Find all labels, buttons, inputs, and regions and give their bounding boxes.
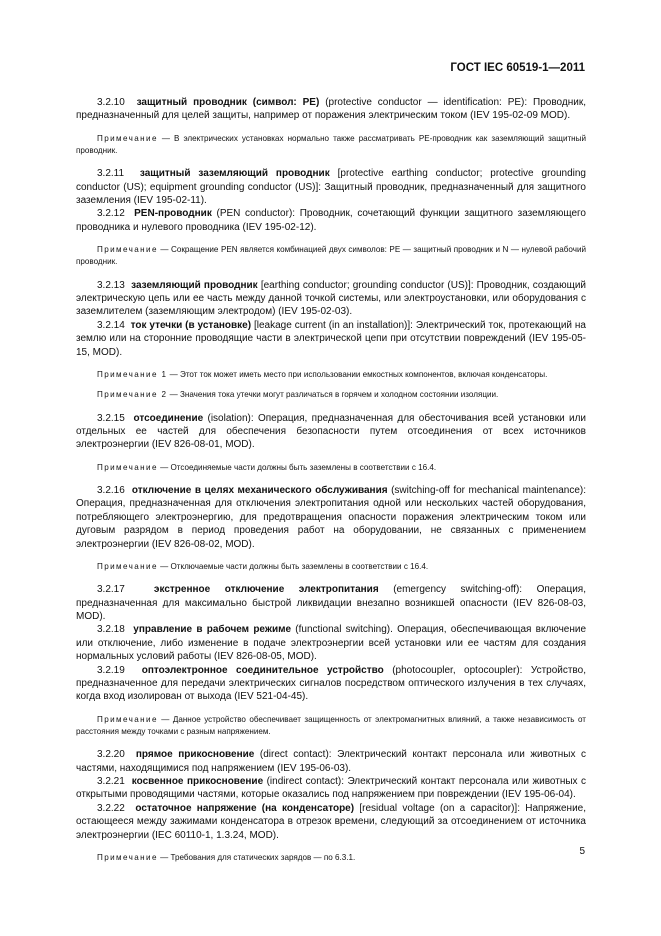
term-3-2-13: 3.2.13 заземляющий проводник [earthing conductor; grounding conductor (US)]: Проводник, создающий электрическую цепь или ее часть между данной точкой системы, или электроустановки, или оборудования с заземлителем (заземляющим электродом) (IEV 195-02-03). bbox=[76, 279, 586, 318]
note-2: Примечание 2 — Значения тока утечки могут различаться в горячем и холодном состоянии изоляции. bbox=[97, 390, 499, 400]
note: Примечание — Сокращение PEN является комбинацией двух символов: PE — защитный проводник и N — нулевой рабочий проводник. bbox=[76, 245, 586, 267]
document-body bbox=[76, 96, 586, 864]
term-3-2-20: 3.2.20 прямое прикосновение (direct contact): Электрический контакт персонала или животных с частями, находящимися под напряжением (IEV 195-06-03). bbox=[76, 749, 586, 774]
note: Примечание — Данное устройство обеспечивает защищенность от электромагнитных влияний, а также независимость от расстояния между точками с разным напряжением. bbox=[76, 714, 586, 737]
note: Примечание — Отключаемые части должны быть заземлены в соответствии с 16.4. bbox=[97, 561, 429, 571]
note: Примечание — Требования для статических зарядов — по 6.3.1. bbox=[97, 853, 356, 863]
term-3-2-15: 3.2.15 отсоединение (isolation): Операция, предназначенная для обесточивания всей установки или отдельных ее частей для обеспечения безопасности путем отсоединения от всех источников электроэнергии (IEV 826-08-01, MOD). bbox=[76, 412, 586, 451]
term-3-2-11: 3.2.11 защитный заземляющий проводник [protective earthing conductor; protective grounding conductor (US); equipment grounding conductor (US)]: Защитный проводник, предназначенный для защитного заземления (IEV 195-02-11). bbox=[76, 168, 586, 207]
note: Примечание — Отсоединяемые части должны быть заземлены в соответствии с 16.4. bbox=[97, 462, 437, 472]
term-3-2-12: 3.2.12 PEN-проводник (PEN conductor): Проводник, сочетающий функции защитного заземляющего проводника и нулевого проводника (IEV 195-02-12). bbox=[76, 208, 586, 233]
page-number: 5 bbox=[579, 846, 585, 857]
note-1: Примечание 1 — Этот ток может иметь место при использовании емкостных компонентов, включая конденсаторы. bbox=[97, 370, 548, 380]
term-3-2-19: 3.2.19 оптоэлектронное соединительное устройство (photocoupler, optocoupler): Устройство, предназначенное для передачи электрических сигналов посредством оптического излучения в тех случаях, когда вход изолирован от выхода (IEV 521-04-45). bbox=[76, 664, 586, 703]
term-3-2-22: 3.2.22 остаточное напряжение (на конденсаторе) [residual voltage (on a capacitor)]: Напряжение, остающееся между зажимами конденсатора в отрезок времени, следующий за отсоединением от источника электроэнергии (IEC 60110-1, 1.3.24, MOD). bbox=[76, 802, 587, 841]
document-header: ГОСТ IEC 60519-1—2011 bbox=[450, 62, 585, 74]
term-3-2-17: 3.2.17 экстренное отключение электропитания (emergency switching-off): Операция, предназначенная для максимально быстрой ликвидации внезапно возникшей опасности (IEV 826-08-03, MOD). bbox=[76, 584, 586, 622]
term-3-2-14: 3.2.14 ток утечки (в установке) [leakage current (in an installation)]: Электрический ток, протекающий на землю или на сторонние проводящие части в электрической цепи при отсутствии повреждений (IEV 195-05-15, MOD). bbox=[76, 319, 586, 358]
term-3-2-21: 3.2.21 косвенное прикосновение (indirect contact): Электрический контакт персонала или животных с открытыми проводящими частями, которые оказались под напряжением при повреждении (IEV 195-06-04). bbox=[76, 776, 587, 801]
term-3-2-16: 3.2.16 отключение в целях механического обслуживания (switching-off for mechanical maintenance): Операция, предназначенная для отключения электропитания одной или нескольких частей оборудования, потребляющего электроэнергию, для предотвращения опасности поражения электрическим током или дуговым разрядом в период проведения работ на оборудовании, не связанных с применением электроэнергии (IEV 826-08-02, MOD). bbox=[76, 484, 586, 550]
term-3-2-10: 3.2.10 защитный проводник (символ: PE) (protective conductor — identification: PE): Проводник, предназначенный для целей защиты, например от поражения электрическим током (IEV 195-02-09 MOD). bbox=[76, 97, 586, 122]
term-3-2-18: 3.2.18 управление в рабочем режиме (functional switching). Операция, обеспечивающая включение или отключение, либо изменение в подаче электроэнергии всей установки или ее частям для создания нормальных условий работы (IEV 826-08-05, MOD). bbox=[76, 624, 587, 663]
note: Примечание — В электрических установках нормально также рассматривать PE-проводник как заземляющий защитный проводник. bbox=[76, 133, 586, 156]
